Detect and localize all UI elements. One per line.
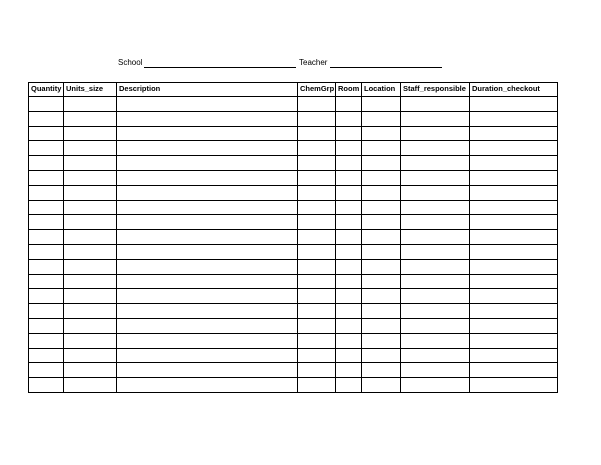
table-cell[interactable]	[64, 378, 117, 393]
table-cell[interactable]	[470, 156, 558, 171]
inventory-table	[28, 82, 558, 393]
table-cell[interactable]	[362, 304, 401, 319]
table-cell[interactable]	[401, 200, 470, 215]
table-cell[interactable]	[401, 333, 470, 348]
table-row	[29, 318, 558, 333]
table-cell[interactable]	[470, 200, 558, 215]
table-row	[29, 141, 558, 156]
table-cell[interactable]	[117, 200, 298, 215]
table-row	[29, 363, 558, 378]
table-cell[interactable]	[470, 363, 558, 378]
table-cell[interactable]	[64, 304, 117, 319]
table-cell[interactable]	[336, 304, 362, 319]
table-cell[interactable]	[362, 97, 401, 112]
table-cell[interactable]	[470, 378, 558, 393]
table-row	[29, 244, 558, 259]
table-cell[interactable]	[298, 156, 336, 171]
column-header-duration-checkout: Duration_checkout	[470, 83, 558, 97]
table-cell[interactable]	[29, 348, 64, 363]
column-header-room: Room	[336, 83, 362, 97]
table-cell[interactable]	[470, 215, 558, 230]
table-cell[interactable]	[298, 97, 336, 112]
table-cell[interactable]	[336, 97, 362, 112]
table-cell[interactable]	[362, 363, 401, 378]
table-cell[interactable]	[29, 97, 64, 112]
table-row	[29, 111, 558, 126]
table-cell[interactable]	[29, 274, 64, 289]
table-cell[interactable]	[362, 274, 401, 289]
school-field[interactable]	[144, 67, 296, 68]
table-cell[interactable]	[298, 333, 336, 348]
table-cell[interactable]	[117, 185, 298, 200]
table-cell[interactable]	[336, 318, 362, 333]
table-cell[interactable]	[298, 244, 336, 259]
table-cell[interactable]	[29, 230, 64, 245]
table-cell[interactable]	[401, 230, 470, 245]
table-cell[interactable]	[64, 259, 117, 274]
table-cell[interactable]	[29, 259, 64, 274]
table-cell[interactable]	[470, 318, 558, 333]
table-cell[interactable]	[401, 363, 470, 378]
table-cell[interactable]	[298, 230, 336, 245]
table-cell[interactable]	[298, 348, 336, 363]
table-cell[interactable]	[470, 289, 558, 304]
table-cell[interactable]	[401, 289, 470, 304]
table-cell[interactable]	[64, 274, 117, 289]
table-cell[interactable]	[64, 156, 117, 171]
table-cell[interactable]	[362, 126, 401, 141]
table-cell[interactable]	[29, 141, 64, 156]
table-cell[interactable]	[470, 348, 558, 363]
table-row	[29, 274, 558, 289]
table-cell[interactable]	[470, 141, 558, 156]
table-cell[interactable]	[298, 304, 336, 319]
table-cell[interactable]	[362, 289, 401, 304]
table-cell[interactable]	[401, 378, 470, 393]
table-cell[interactable]	[29, 304, 64, 319]
table-cell[interactable]	[298, 215, 336, 230]
table-cell[interactable]	[29, 126, 64, 141]
table-cell[interactable]	[362, 156, 401, 171]
table-cell[interactable]	[29, 200, 64, 215]
column-header-description: Description	[117, 83, 298, 97]
table-cell[interactable]	[64, 185, 117, 200]
table-cell[interactable]	[298, 111, 336, 126]
table-cell[interactable]	[64, 111, 117, 126]
table-cell[interactable]	[64, 97, 117, 112]
table-cell[interactable]	[117, 289, 298, 304]
table-cell[interactable]	[29, 289, 64, 304]
table-cell[interactable]	[64, 333, 117, 348]
table-cell[interactable]	[64, 363, 117, 378]
table-cell[interactable]	[470, 244, 558, 259]
table-cell[interactable]	[29, 363, 64, 378]
table-cell[interactable]	[298, 274, 336, 289]
table-cell[interactable]	[117, 126, 298, 141]
table-cell[interactable]	[29, 185, 64, 200]
table-cell[interactable]	[401, 318, 470, 333]
table-cell[interactable]	[336, 274, 362, 289]
table-row	[29, 170, 558, 185]
table-cell[interactable]	[362, 111, 401, 126]
table-cell[interactable]	[362, 215, 401, 230]
table-row	[29, 156, 558, 171]
table-cell[interactable]	[298, 378, 336, 393]
table-cell[interactable]	[401, 97, 470, 112]
table-cell[interactable]	[117, 170, 298, 185]
table-cell[interactable]	[470, 170, 558, 185]
table-cell[interactable]	[362, 333, 401, 348]
table-cell[interactable]	[336, 244, 362, 259]
table-cell[interactable]	[336, 378, 362, 393]
table-cell[interactable]	[64, 244, 117, 259]
table-cell[interactable]	[29, 156, 64, 171]
table-cell[interactable]	[336, 185, 362, 200]
table-cell[interactable]	[336, 111, 362, 126]
table-cell[interactable]	[336, 348, 362, 363]
table-cell[interactable]	[336, 363, 362, 378]
table-cell[interactable]	[117, 363, 298, 378]
table-cell[interactable]	[64, 170, 117, 185]
table-cell[interactable]	[117, 274, 298, 289]
table-cell[interactable]	[336, 156, 362, 171]
table-cell[interactable]	[117, 333, 298, 348]
table-cell[interactable]	[29, 333, 64, 348]
table-cell[interactable]	[401, 348, 470, 363]
table-cell[interactable]	[336, 170, 362, 185]
column-header-quantity: Quantity	[29, 83, 64, 97]
table-cell[interactable]	[117, 97, 298, 112]
table-row	[29, 333, 558, 348]
table-cell[interactable]	[336, 289, 362, 304]
table-cell[interactable]	[362, 318, 401, 333]
table-cell[interactable]	[298, 318, 336, 333]
table-row	[29, 185, 558, 200]
table-cell[interactable]	[117, 244, 298, 259]
table-row	[29, 230, 558, 245]
table-cell[interactable]	[117, 318, 298, 333]
table-cell[interactable]	[64, 318, 117, 333]
table-cell[interactable]	[298, 259, 336, 274]
table-cell[interactable]	[470, 304, 558, 319]
table-cell[interactable]	[470, 111, 558, 126]
table-cell[interactable]	[362, 230, 401, 245]
table-cell[interactable]	[336, 333, 362, 348]
table-cell[interactable]	[117, 215, 298, 230]
table-cell[interactable]	[64, 230, 117, 245]
table-cell[interactable]	[336, 126, 362, 141]
table-cell[interactable]	[362, 259, 401, 274]
table-row	[29, 215, 558, 230]
table-cell[interactable]	[64, 215, 117, 230]
table-cell[interactable]	[362, 200, 401, 215]
teacher-label: Teacher	[299, 58, 328, 67]
table-cell[interactable]	[29, 111, 64, 126]
table-cell[interactable]	[470, 230, 558, 245]
table-row	[29, 97, 558, 112]
table-cell[interactable]	[362, 348, 401, 363]
table-row	[29, 348, 558, 363]
table-cell[interactable]	[117, 141, 298, 156]
table-cell[interactable]	[401, 170, 470, 185]
table-cell[interactable]	[298, 170, 336, 185]
table-cell[interactable]	[401, 111, 470, 126]
table-cell[interactable]	[401, 185, 470, 200]
table-cell[interactable]	[336, 215, 362, 230]
table-cell[interactable]	[336, 200, 362, 215]
table-body	[29, 97, 558, 393]
column-header-chemgrp: ChemGrp	[298, 83, 336, 97]
table-cell[interactable]	[336, 141, 362, 156]
school-label: School	[118, 58, 143, 67]
table-row	[29, 200, 558, 215]
table-cell[interactable]	[470, 274, 558, 289]
table-row	[29, 289, 558, 304]
table-cell[interactable]	[401, 274, 470, 289]
table-cell[interactable]	[298, 126, 336, 141]
table-cell[interactable]	[401, 259, 470, 274]
table-cell[interactable]	[117, 230, 298, 245]
table-cell[interactable]	[117, 304, 298, 319]
table-cell[interactable]	[362, 141, 401, 156]
table-cell[interactable]	[470, 333, 558, 348]
table-cell[interactable]	[29, 378, 64, 393]
table-cell[interactable]	[117, 156, 298, 171]
table-cell[interactable]	[298, 289, 336, 304]
form-header	[118, 58, 448, 70]
table-cell[interactable]	[336, 259, 362, 274]
table-cell[interactable]	[117, 378, 298, 393]
table-cell[interactable]	[401, 141, 470, 156]
header-row	[29, 83, 558, 97]
table-cell[interactable]	[29, 318, 64, 333]
table-cell[interactable]	[117, 348, 298, 363]
column-header-location: Location	[362, 83, 401, 97]
column-header-units-size: Units_size	[64, 83, 117, 97]
table-cell[interactable]	[401, 244, 470, 259]
table-cell[interactable]	[362, 185, 401, 200]
table-cell[interactable]	[470, 126, 558, 141]
table-cell[interactable]	[117, 259, 298, 274]
table-cell[interactable]	[298, 141, 336, 156]
table-cell[interactable]	[401, 304, 470, 319]
table-cell[interactable]	[401, 215, 470, 230]
table-cell[interactable]	[362, 244, 401, 259]
table-cell[interactable]	[362, 170, 401, 185]
table-row	[29, 304, 558, 319]
table-cell[interactable]	[362, 378, 401, 393]
table-cell[interactable]	[117, 111, 298, 126]
table-cell[interactable]	[64, 126, 117, 141]
table-cell[interactable]	[29, 215, 64, 230]
table-cell[interactable]	[298, 185, 336, 200]
table-cell[interactable]	[64, 289, 117, 304]
table-cell[interactable]	[64, 141, 117, 156]
teacher-field[interactable]	[330, 67, 442, 68]
table-cell[interactable]	[401, 156, 470, 171]
table-cell[interactable]	[29, 170, 64, 185]
column-header-staff-responsible: Staff_responsible	[401, 83, 470, 97]
table-cell[interactable]	[29, 244, 64, 259]
table-cell[interactable]	[298, 200, 336, 215]
table-cell[interactable]	[470, 259, 558, 274]
table-cell[interactable]	[64, 348, 117, 363]
table-row	[29, 126, 558, 141]
table-row	[29, 259, 558, 274]
table-cell[interactable]	[470, 97, 558, 112]
table-row	[29, 378, 558, 393]
table-cell[interactable]	[336, 230, 362, 245]
table-cell[interactable]	[470, 185, 558, 200]
table-cell[interactable]	[64, 200, 117, 215]
table-cell[interactable]	[298, 363, 336, 378]
table-cell[interactable]	[401, 126, 470, 141]
